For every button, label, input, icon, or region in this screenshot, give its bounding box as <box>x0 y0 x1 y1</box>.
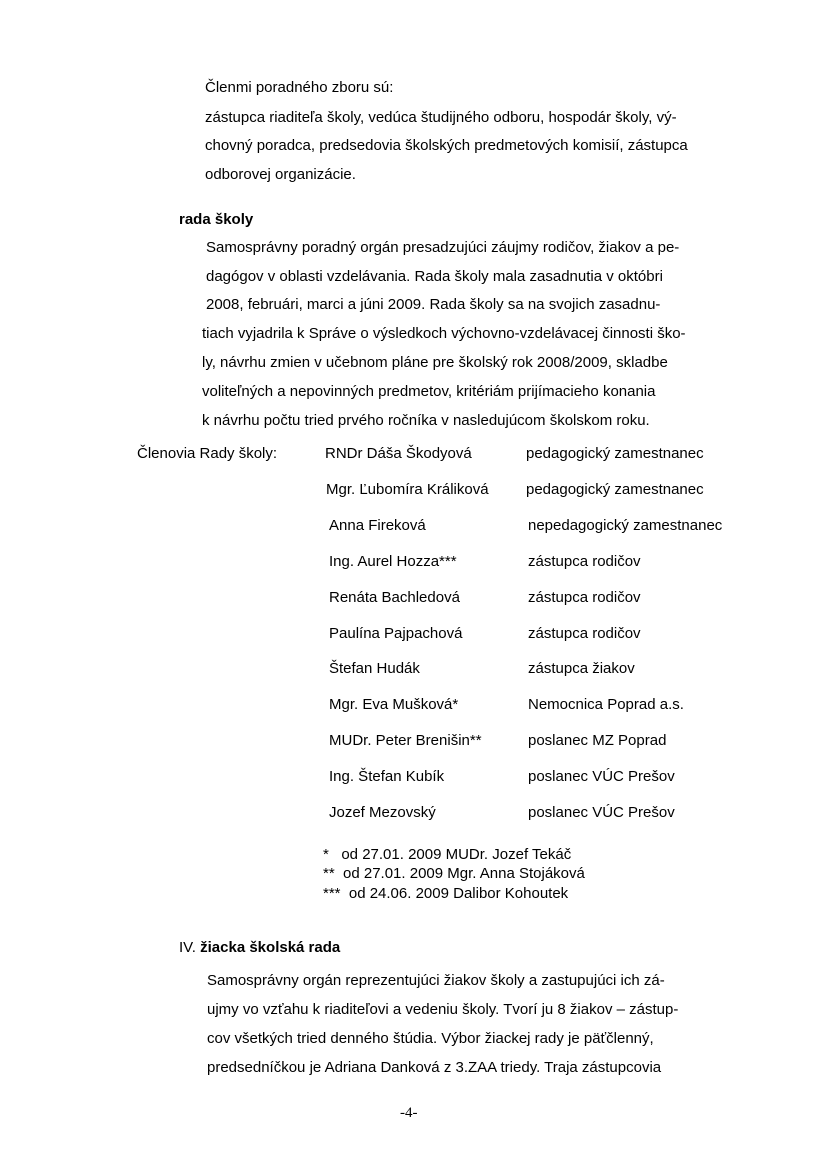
member-name: MUDr. Peter Brenišin** <box>329 732 482 749</box>
member-name: Ing. Aurel Hozza*** <box>329 553 457 570</box>
members-label: Členovia Rady školy: <box>137 445 278 462</box>
school-board-line: Samosprávny poradný orgán presadzujúci záujmy rodičov, žiakov a pe- <box>206 239 680 256</box>
member-role: zástupca rodičov <box>528 589 641 606</box>
member-name: RNDr Dáša Škodyová <box>325 445 472 462</box>
member-role: poslanec MZ Poprad <box>528 732 667 749</box>
member-role: poslanec VÚC Prešov <box>528 768 675 785</box>
member-name: Paulína Pajpachová <box>329 625 463 642</box>
advisory-line: odborovej organizácie. <box>205 166 356 183</box>
member-role: poslanec VÚC Prešov <box>528 804 675 821</box>
school-board-line: dagógov v oblasti vzdelávania. Rada školy mala zasadnutia v októbri <box>206 268 663 285</box>
member-name: Renáta Bachledová <box>329 589 460 606</box>
student-council-line: cov všetkých tried denného štúdia. Výbor žiackej rady je päťčlenný, <box>207 1030 654 1047</box>
member-name: Mgr. Eva Mušková* <box>329 696 459 713</box>
member-name: Štefan Hudák <box>329 660 420 677</box>
section-numeral: IV. <box>179 939 196 956</box>
member-role: pedagogický zamestnanec <box>526 445 704 462</box>
member-role: zástupca rodičov <box>528 553 641 570</box>
member-role: zástupca rodičov <box>528 625 641 642</box>
page-number: -4- <box>400 1105 418 1121</box>
member-role: pedagogický zamestnanec <box>526 481 704 498</box>
student-council-line: Samosprávny orgán reprezentujúci žiakov školy a zastupujúci ich zá- <box>207 972 665 989</box>
school-board-line: ly, návrhu zmien v učebnom pláne pre školský rok 2008/2009, skladbe <box>202 354 668 371</box>
footnote: *** od 24.06. 2009 Dalibor Kohoutek <box>323 885 569 902</box>
footnote: * od 27.01. 2009 MUDr. Jozef Tekáč <box>323 846 572 863</box>
member-name: Ing. Štefan Kubík <box>329 768 445 785</box>
student-council-heading <box>179 939 340 957</box>
advisory-heading: Členmi poradného zboru sú: <box>205 79 394 96</box>
advisory-line: zástupca riaditeľa školy, vedúca študijného odboru, hospodár školy, vý- <box>205 109 677 126</box>
member-role: zástupca žiakov <box>528 660 635 677</box>
student-council-line: predsedníčkou je Adriana Danková z 3.ZAA triedy. Traja zástupcovia <box>207 1059 662 1076</box>
school-board-line: k návrhu počtu tried prvého ročníka v nasledujúcom školskom roku. <box>202 412 650 429</box>
school-board-title: rada školy <box>179 211 254 228</box>
member-name: Anna Fireková <box>329 517 426 534</box>
school-board-line: voliteľných a nepovinných predmetov, kritériám prijímacieho konania <box>202 383 656 400</box>
member-name: Jozef Mezovský <box>329 804 436 821</box>
advisory-line: chovný poradca, predsedovia školských predmetových komisií, zástupca <box>205 137 688 154</box>
school-board-line: tiach vyjadrila k Správe o výsledkoch výchovno-vzdelávacej činnosti ško- <box>202 325 686 342</box>
school-board-line: 2008, februári, marci a júni 2009. Rada školy sa na svojich zasadnu- <box>206 296 661 313</box>
student-council-line: ujmy vo vzťahu k riaditeľovi a vedeniu školy. Tvorí ju 8 žiakov – zástup- <box>207 1001 679 1018</box>
footnote: ** od 27.01. 2009 Mgr. Anna Stojáková <box>323 865 585 882</box>
member-role: Nemocnica Poprad a.s. <box>528 696 684 713</box>
member-role: nepedagogický zamestnanec <box>528 517 723 534</box>
student-council-title: žiacka školská rada <box>200 939 341 956</box>
member-name: Mgr. Ľubomíra Králiková <box>326 481 489 498</box>
